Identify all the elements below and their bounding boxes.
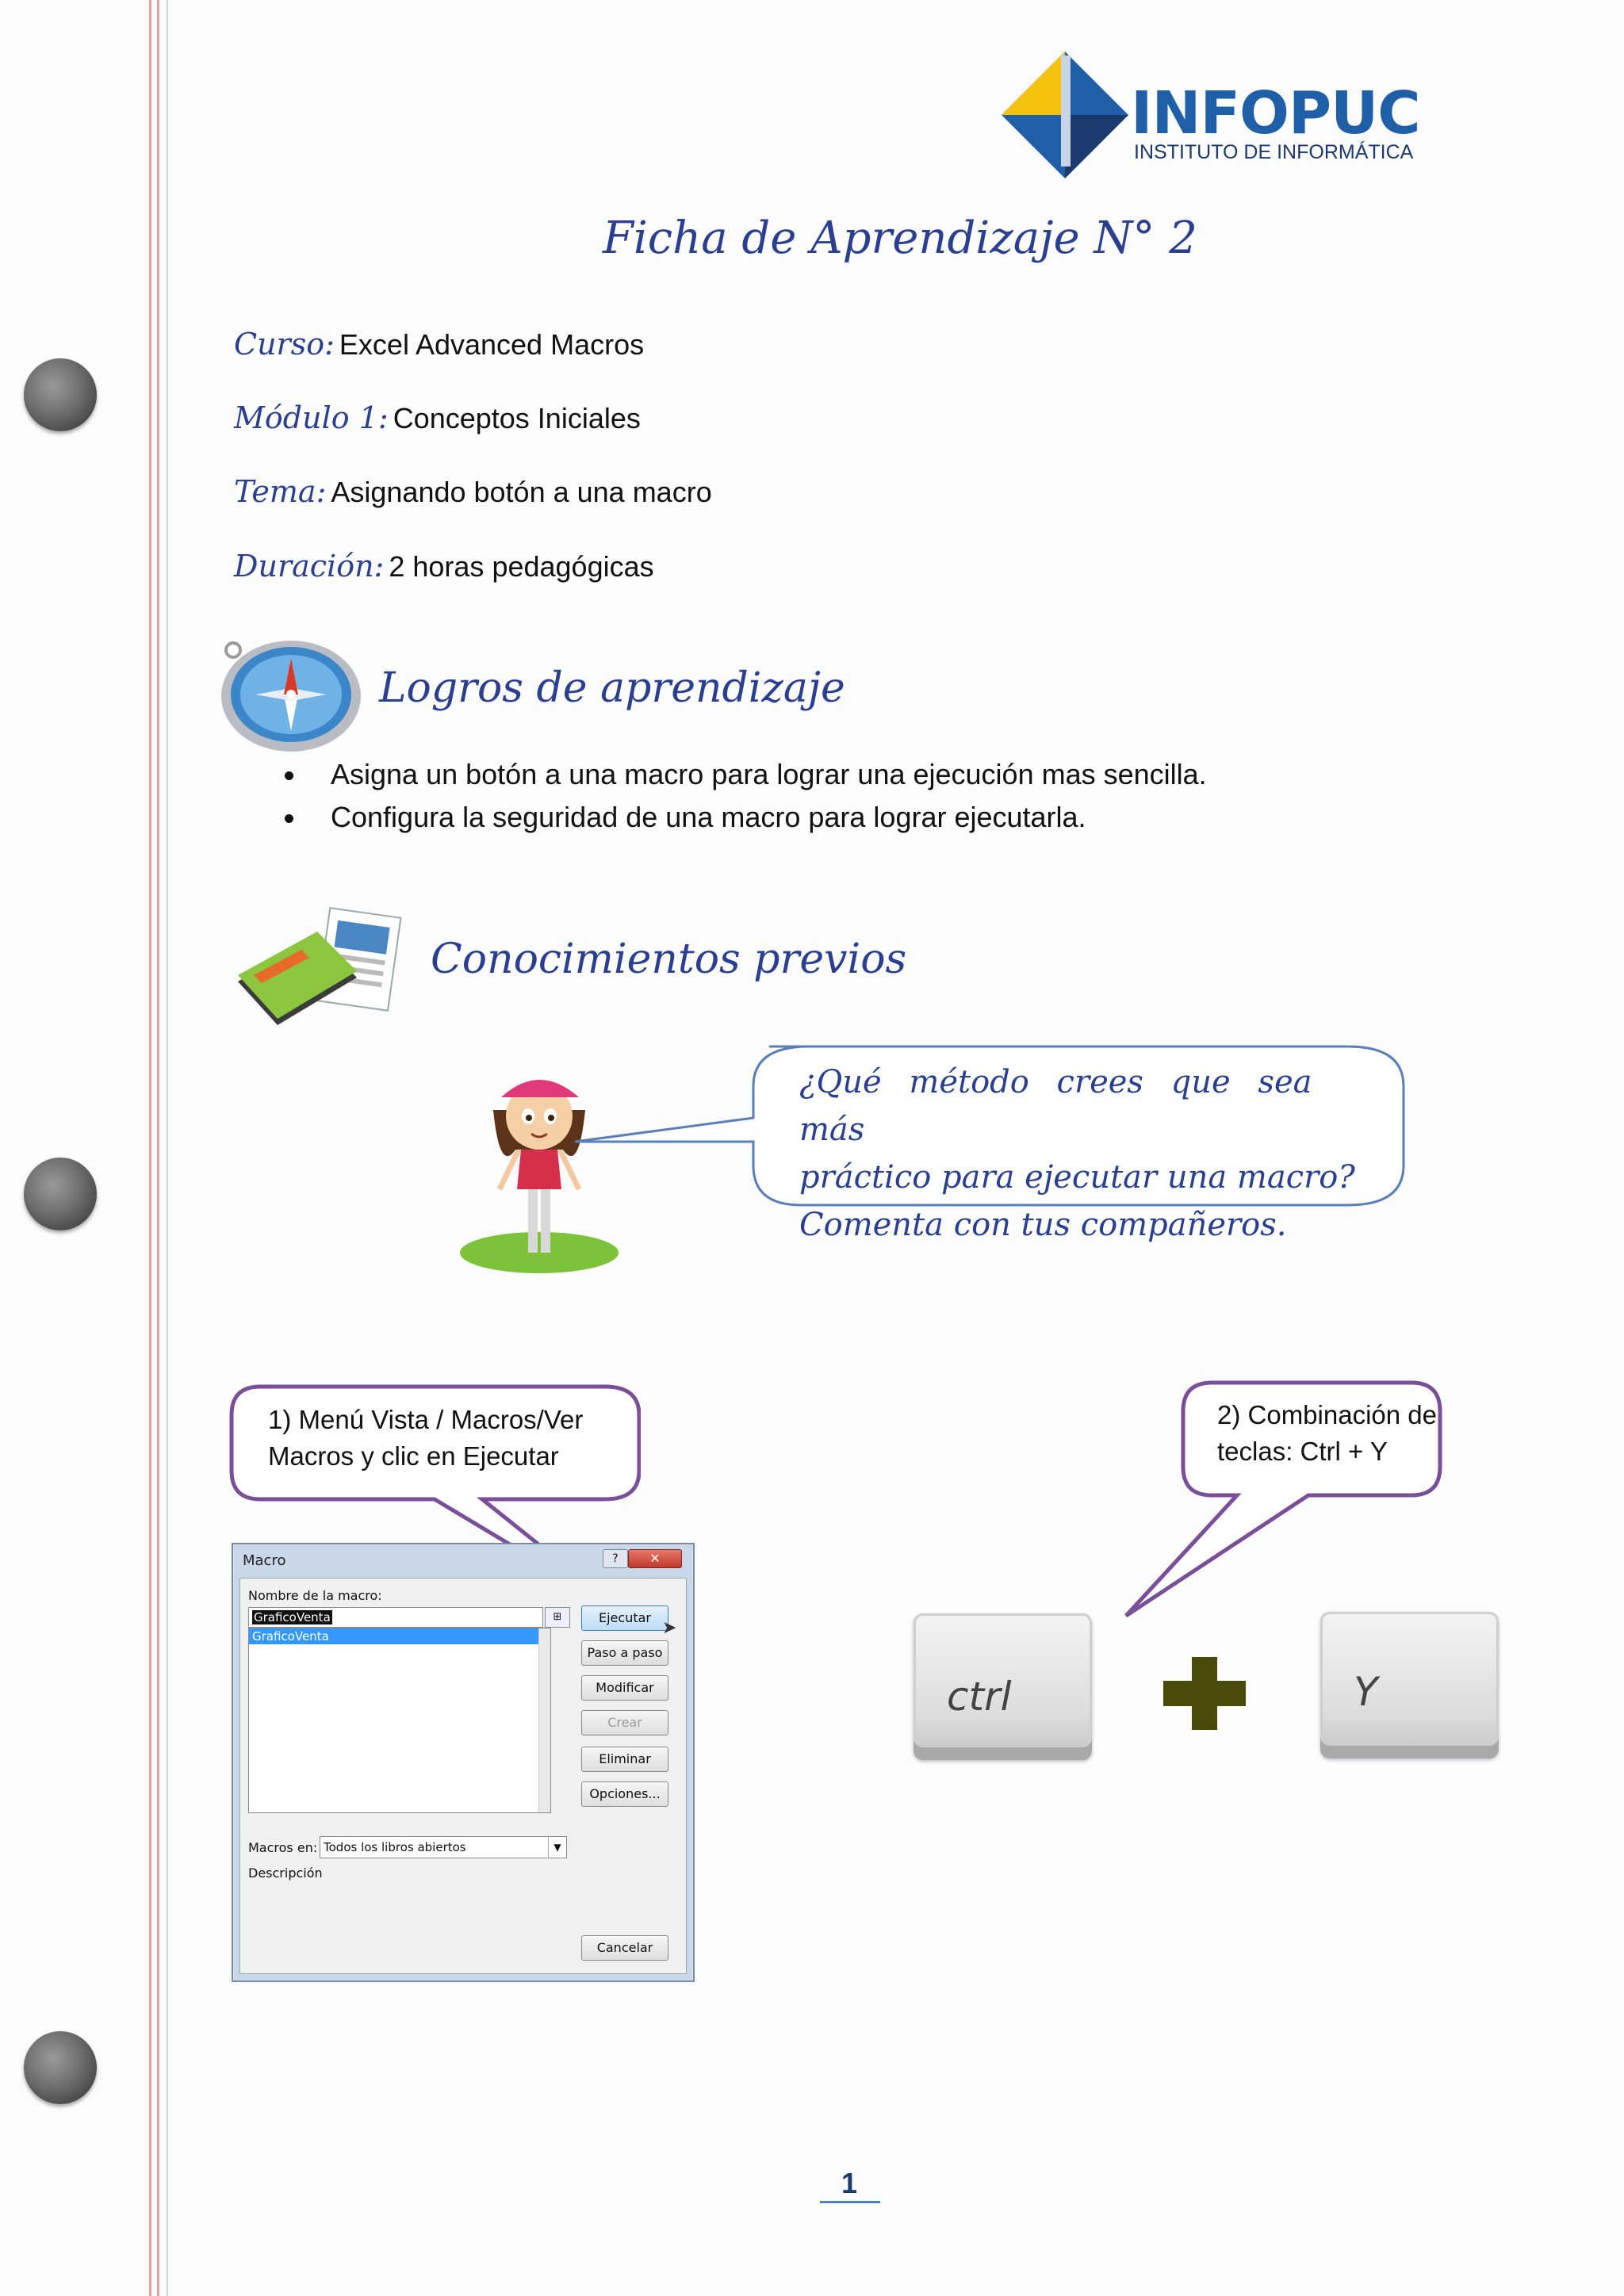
list-item: Configura la seguridad de una macro para lograr ejecutarla. bbox=[282, 796, 1207, 839]
field-label: Tema: bbox=[234, 474, 327, 509]
field-value: Excel Advanced Macros bbox=[339, 328, 645, 361]
bubble-line: Comenta con tus compañeros. bbox=[799, 1207, 1287, 1243]
dialog-body bbox=[239, 1578, 687, 1974]
margin-line bbox=[157, 0, 159, 2296]
field-duracion bbox=[234, 549, 654, 584]
field-tema bbox=[234, 474, 712, 509]
callout-line: 2) Combinación de bbox=[1217, 1400, 1437, 1429]
callout-line: 1) Menú Vista / Macros/Ver bbox=[268, 1405, 584, 1434]
callout-menu-text bbox=[268, 1402, 583, 1475]
step-into-button[interactable]: Paso a paso bbox=[581, 1640, 668, 1666]
logo-mark-icon bbox=[998, 48, 1140, 186]
create-button[interactable]: Crear bbox=[581, 1710, 668, 1735]
scrollbar[interactable] bbox=[538, 1628, 550, 1812]
bubble-text bbox=[799, 1058, 1362, 1249]
field-modulo bbox=[234, 400, 641, 435]
field-value: 2 horas pedagógicas bbox=[389, 550, 654, 583]
ctrl-key bbox=[914, 1613, 1092, 1760]
cursor-icon: ➤ bbox=[662, 1618, 677, 1638]
help-button[interactable]: ? bbox=[603, 1549, 628, 1568]
binder-hole bbox=[24, 1158, 97, 1230]
edit-button[interactable]: Modificar bbox=[581, 1675, 668, 1701]
macro-name-input[interactable] bbox=[248, 1607, 543, 1628]
options-button[interactable]: Opciones... bbox=[581, 1781, 668, 1807]
macros-in-select[interactable] bbox=[320, 1836, 567, 1858]
bubble-line: práctico para ejecutar una macro? bbox=[799, 1159, 1355, 1196]
macro-list[interactable] bbox=[248, 1628, 551, 1813]
delete-button[interactable]: Eliminar bbox=[581, 1747, 668, 1772]
field-label: Curso: bbox=[234, 327, 335, 362]
ctrl-key-label: ctrl bbox=[947, 1674, 1012, 1720]
description-label: Descripción bbox=[248, 1866, 323, 1881]
logros-heading: Logros de aprendizaje bbox=[379, 664, 845, 712]
logros-list bbox=[282, 753, 1207, 839]
callout-line: Macros y clic en Ejecutar bbox=[268, 1441, 559, 1471]
book-documents-icon bbox=[230, 902, 412, 1041]
conocimientos-heading: Conocimientos previos bbox=[431, 936, 907, 983]
list-item[interactable]: GraficoVenta bbox=[249, 1628, 542, 1644]
field-value: Conceptos Iniciales bbox=[393, 402, 641, 434]
page-number: 1 bbox=[841, 2167, 858, 2199]
field-value: Asignando botón a una macro bbox=[331, 476, 712, 508]
margin-line bbox=[167, 0, 168, 2296]
macros-in-value: Todos los libros abiertos bbox=[324, 1840, 466, 1854]
field-label: Duración: bbox=[234, 549, 385, 584]
macro-name-label: Nombre de la macro: bbox=[248, 1588, 382, 1603]
callout-keys-text bbox=[1217, 1397, 1437, 1470]
binder-hole bbox=[24, 358, 97, 431]
list-item: Asigna un botón a una macro para lograr una ejecución mas sencilla. bbox=[282, 753, 1207, 796]
page-title: Ficha de Aprendizaje N° 2 bbox=[603, 212, 1197, 264]
bubble-line: ¿Qué método crees que sea más bbox=[799, 1064, 1312, 1148]
y-key-label: Y bbox=[1354, 1669, 1378, 1715]
run-button[interactable]: Ejecutar bbox=[581, 1605, 668, 1631]
chevron-down-icon: ▼ bbox=[548, 1837, 566, 1858]
y-key bbox=[1320, 1612, 1499, 1758]
macro-name-value: GraficoVenta bbox=[254, 1610, 331, 1624]
logo-brand: INFOPUC bbox=[1131, 79, 1420, 147]
field-label: Módulo 1: bbox=[234, 400, 389, 435]
macro-picker-icon[interactable]: ⊞ bbox=[545, 1607, 570, 1628]
plus-icon bbox=[1163, 1657, 1246, 1730]
macro-dialog bbox=[232, 1543, 695, 1982]
infopuc-logo bbox=[998, 48, 1426, 186]
close-button[interactable] bbox=[628, 1549, 682, 1568]
macros-in-label: Macros en: bbox=[248, 1840, 318, 1855]
dialog-title: Macro bbox=[243, 1552, 286, 1569]
close-icon: ✕ bbox=[649, 1551, 661, 1566]
field-curso bbox=[234, 327, 644, 362]
compass-icon bbox=[216, 634, 362, 753]
binder-hole bbox=[24, 2031, 97, 2104]
page-number-underline bbox=[820, 2201, 880, 2203]
logo-subtitle: INSTITUTO DE INFORMÁTICA bbox=[1134, 141, 1414, 163]
cancel-button[interactable]: Cancelar bbox=[581, 1935, 668, 1961]
margin-line bbox=[149, 0, 151, 2296]
callout-line: teclas: Ctrl + Y bbox=[1217, 1437, 1388, 1466]
